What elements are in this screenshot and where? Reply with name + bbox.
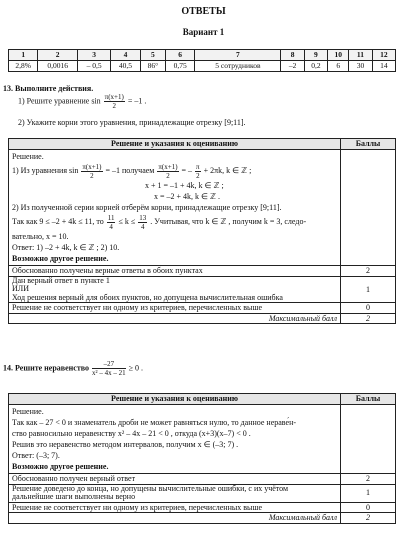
fraction-numerator: –27 — [92, 360, 126, 369]
criterion-text: Обоснованно получены верные ответы в обоих пунктах — [9, 266, 341, 277]
task14-heading-tail: ≥ 0 . — [128, 363, 144, 373]
answer-value: – 0,5 — [77, 61, 110, 72]
other-solution-note: Возможно другое решение. — [12, 462, 109, 471]
answer-value: 40,5 — [111, 61, 140, 72]
task13-item1 — [18, 93, 146, 110]
solution-step1 — [12, 162, 337, 180]
fraction-numerator: π(x+1) — [158, 162, 178, 171]
solution-step3 — [12, 213, 337, 231]
other-solution-note: Возможно другое решение. — [12, 254, 109, 263]
solution-text: = – — [181, 166, 193, 175]
task14-heading — [3, 360, 143, 377]
answer-value: 6 — [328, 61, 349, 72]
fraction-numerator: π(x+1) — [82, 162, 102, 171]
column-points: Баллы — [341, 394, 396, 405]
solution-line: ство равносильно неравенству x² – 4x – 21 < 0 , откуда (x+3)(x–7) < 0 . — [12, 429, 251, 438]
max-score-value: 2 — [341, 513, 396, 524]
answer-value: 0,2 — [304, 61, 327, 72]
max-score-label: Максимальный балл — [9, 513, 341, 524]
solution-heading: Решение. — [12, 152, 44, 161]
criterion-line: Дан верный ответ в пункте 1 — [12, 275, 110, 285]
fraction — [138, 214, 147, 231]
fraction-numerator: 13 — [139, 213, 147, 222]
criterion-text: Решение не соответствует ни одному из критериев, перечисленных выше — [9, 303, 341, 314]
answers-value-row — [9, 61, 396, 72]
criterion-points: 2 — [341, 266, 396, 277]
solution-line: вательно, x = 10. — [12, 232, 69, 241]
fraction-numerator: 11 — [107, 213, 115, 222]
solution-text: + 2πk, k ∈ ℤ ; — [203, 166, 252, 175]
column-solution: Решение и указания к оцениванию — [9, 394, 341, 405]
answer-number: 9 — [304, 50, 327, 61]
answer-number: 10 — [328, 50, 349, 61]
fraction — [81, 163, 102, 180]
max-score-label: Максимальный балл — [9, 313, 341, 324]
solution-text: = –1 получаем — [105, 166, 155, 175]
criterion-points: 0 — [341, 502, 396, 513]
max-score-value: 2 — [341, 313, 396, 324]
criterion-text: Решение не соответствует ни одному из критериев, перечисленных выше — [9, 502, 341, 513]
answer-number: 3 — [77, 50, 110, 61]
criterion-points: 1 — [341, 276, 396, 303]
answer-number: 6 — [165, 50, 194, 61]
task13-criteria-table — [8, 138, 396, 324]
solution-heading: Решение. — [12, 407, 44, 416]
column-points: Баллы — [341, 139, 396, 150]
column-solution: Решение и указания к оцениванию — [9, 139, 341, 150]
solution-line: x = –2 + 4k, k ∈ ℤ . — [154, 192, 220, 201]
answer-value: –2 — [281, 61, 304, 72]
fraction-numerator: π(x+1) — [104, 93, 124, 101]
solution-step2: 2) Из полученной серии корней отберём корни, принадлежащие отрезку [9;11]. — [12, 203, 282, 212]
task13-item2: 2) Укажите корни этого уравнения, принадлежащие отрезку [9;11]. — [18, 118, 246, 127]
fraction-denominator: 2 — [90, 171, 94, 180]
criterion-points: 0 — [341, 303, 396, 314]
solution-line: x + 1 = –1 + 4k, k ∈ ℤ ; — [145, 181, 224, 190]
criterion-points: 2 — [341, 474, 396, 485]
answer-number: 12 — [372, 50, 395, 61]
criterion-line: дальнейшие шаги выполнены верно — [12, 492, 136, 501]
fraction-denominator: 4 — [109, 222, 113, 231]
fraction — [92, 360, 126, 377]
task14-solution — [9, 405, 341, 474]
solution-answer: Ответ: 1) –2 + 4k, k ∈ ℤ ; 2) 10. — [12, 243, 120, 252]
answer-number: 4 — [111, 50, 140, 61]
fraction-denominator: 2 — [112, 102, 116, 110]
points-cell — [341, 405, 396, 474]
answer-value: 0,0016 — [38, 61, 78, 72]
fraction — [157, 163, 178, 180]
fraction-denominator: 2 — [196, 171, 200, 180]
answer-value: 86° — [140, 61, 165, 72]
answer-number: 7 — [195, 50, 281, 61]
points-cell — [341, 150, 396, 266]
solution-line: Решив это неравенство методом интервалов, получим x ∈ (–3; 7) . — [12, 440, 239, 449]
criterion-text — [9, 484, 341, 502]
fraction — [104, 93, 125, 110]
variant-title: Вариант 1 — [182, 27, 225, 37]
task13-heading: 13. Выполните действия. — [3, 84, 94, 93]
page-title: ОТВЕТЫ — [181, 6, 226, 17]
fraction — [195, 163, 201, 180]
criterion-text: Обоснованно получен верный ответ — [9, 474, 341, 485]
criterion-line: Решение доведено до конца, но допущены вычислительные ошибки, с их учётом — [12, 483, 289, 493]
answer-number: 2 — [38, 50, 78, 61]
solution-text: 1) Из уравнения sin — [12, 166, 79, 175]
answer-number: 5 — [140, 50, 165, 61]
answers-number-row — [9, 50, 396, 61]
solution-answer: Ответ: (–3; 7). — [12, 451, 60, 460]
task13-item1-text: 1) Решите уравнение sin — [18, 96, 101, 106]
answer-number: 1 — [9, 50, 38, 61]
task14-heading-text: 14. Решите неравенство — [3, 363, 90, 373]
fraction-numerator: π — [196, 162, 200, 171]
solution-text: Так как 9 ≤ –2 + 4k ≤ 11, то — [12, 217, 104, 226]
answer-value: 5 сотрудников — [195, 61, 281, 72]
task13-item1-tail: = –1 . — [127, 96, 147, 106]
fraction — [107, 214, 116, 231]
criterion-text — [9, 276, 341, 303]
answer-value: 2,8% — [9, 61, 38, 72]
solution-text: . Учитывая, что k ∈ ℤ , получим k = 3, следо- — [150, 217, 307, 226]
fraction-denominator: x² – 4x – 21 — [92, 369, 126, 377]
fraction-denominator: 4 — [141, 222, 145, 231]
solution-text: ≤ k ≤ — [118, 217, 136, 226]
task13-solution — [9, 150, 341, 266]
answers-table — [8, 49, 396, 72]
solution-line: Так как – 27 < 0 и знаменатель дроби не может равняться нулю, то данное нераве́н- — [12, 418, 297, 427]
criterion-line: Ход решения верный для обоих пунктов, но допущена вычислительная ошибка — [12, 292, 283, 302]
fraction-denominator: 2 — [166, 171, 170, 180]
answer-number: 11 — [349, 50, 372, 61]
answer-number: 8 — [281, 50, 304, 61]
criterion-points: 1 — [341, 484, 396, 502]
task14-criteria-table — [8, 393, 396, 524]
criterion-line: ИЛИ — [12, 284, 29, 293]
answer-value: 0,75 — [165, 61, 194, 72]
answer-value: 30 — [349, 61, 372, 72]
answer-value: 14 — [372, 61, 395, 72]
